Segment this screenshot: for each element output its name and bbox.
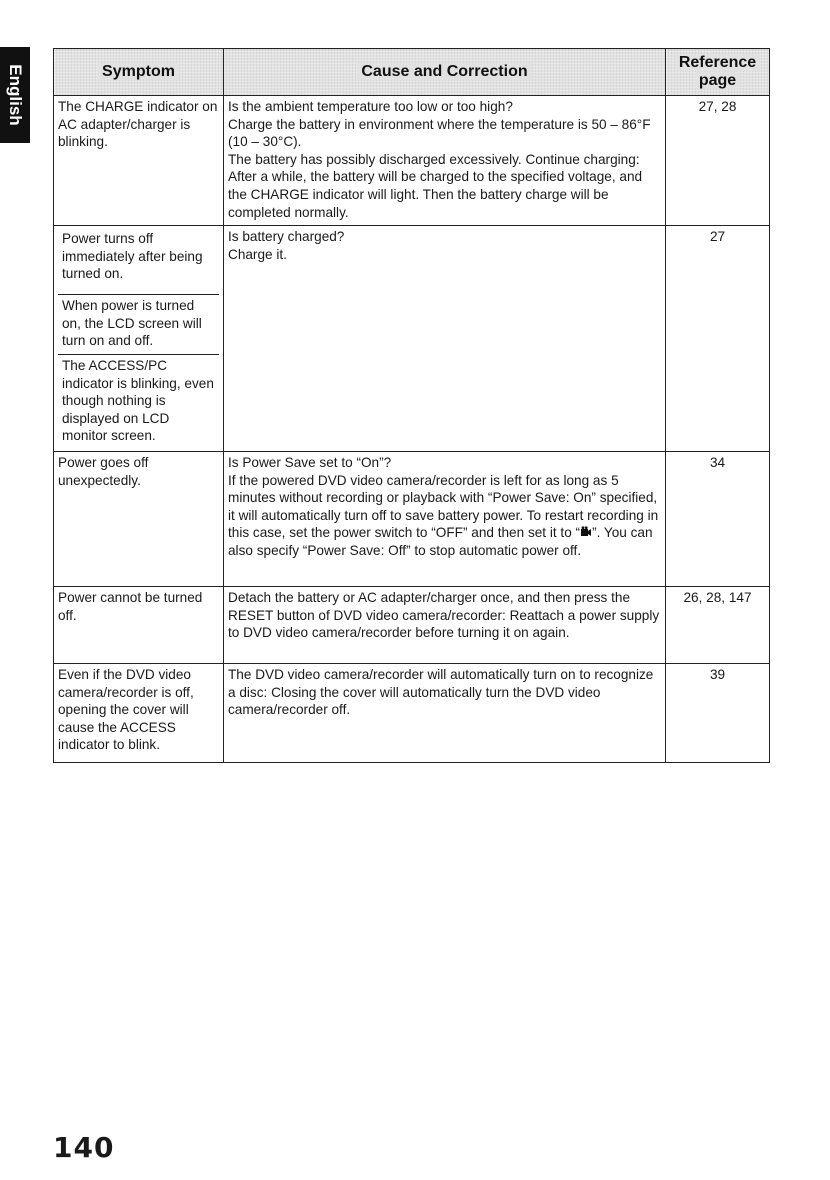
table-header-row — [54, 49, 770, 96]
video-camera-icon — [580, 526, 592, 538]
symptom-cell: Even if the DVD video camera/recorder is off, opening the cover will cause the ACCESS indicator to blink. — [54, 664, 224, 763]
table-row — [54, 96, 770, 226]
table-row — [54, 452, 770, 587]
cause-line: If the powered DVD video camera/recorder is left for as long as 5 minutes without recording or playback with “Power Save: On” specified, it will automatically turn off to save battery power. To restart recording in this case, set the power switch to “OFF” and then set it to “ ”. You can also specify “Power Save: Off” to stop automatic power off. — [228, 472, 659, 558]
symptom-cell — [54, 226, 224, 452]
symptom-cell: Power goes off unexpectedly. — [54, 452, 224, 587]
troubleshooting-table — [53, 48, 770, 763]
header-symptom: Symptom — [54, 49, 224, 96]
language-tab-label: English — [6, 64, 25, 126]
page-number: 140 — [53, 1131, 115, 1164]
cause-line: Is Power Save set to “On”? — [228, 455, 392, 470]
header-reference: Reference page — [666, 49, 770, 96]
symptom-cell: The CHARGE indicator on AC adapter/charger is blinking. — [54, 96, 224, 226]
reference-cell: 26, 28, 147 — [666, 587, 770, 664]
reference-cell: 27 — [666, 226, 770, 452]
header-cause: Cause and Correction — [224, 49, 666, 96]
table-row — [54, 587, 770, 664]
cause-line: Charge it. — [228, 246, 287, 262]
reference-cell: 34 — [666, 452, 770, 587]
cause-cell — [224, 226, 666, 452]
table-row — [54, 664, 770, 763]
table-row — [54, 226, 770, 452]
language-tab — [0, 47, 30, 143]
reference-cell: 27, 28 — [666, 96, 770, 226]
symptom-item: Power turns off immediately after being turned on. — [62, 231, 203, 282]
cause-cell — [224, 452, 666, 587]
symptom-item: The ACCESS/PC indicator is blinking, even though nothing is displayed on LCD monitor screen. — [58, 354, 219, 449]
cause-line: Is the ambient temperature too low or too high? — [228, 99, 513, 114]
reference-cell: 39 — [666, 664, 770, 763]
cause-line: The DVD video camera/recorder will automatically turn on to recognize a disc: Closing the cover will automatically turn the DVD video camera/recorder off. — [228, 667, 654, 718]
cause-line: Is battery charged? — [228, 229, 345, 244]
cause-cell — [224, 587, 666, 664]
cause-cell — [224, 96, 666, 226]
cause-line: The battery has possibly discharged excessively. Continue charging: After a while, the battery will be charged to the specified voltage, and the CHARGE indicator will light. Then the battery charge will be completed normally. — [228, 151, 643, 220]
symptom-cell: Power cannot be turned off. — [54, 587, 224, 664]
cause-line: Detach the battery or AC adapter/charger once, and then press the RESET button of DVD video camera/recorder: Reattach a power supply to DVD video camera/recorder before turning it on again. — [228, 590, 660, 641]
symptom-item: When power is turned on, the LCD screen will turn on and off. — [58, 294, 219, 354]
cause-cell — [224, 664, 666, 763]
cause-line: Charge the battery in environment where the temperature is 50 – 86°F (10 – 30°C). — [228, 116, 651, 150]
